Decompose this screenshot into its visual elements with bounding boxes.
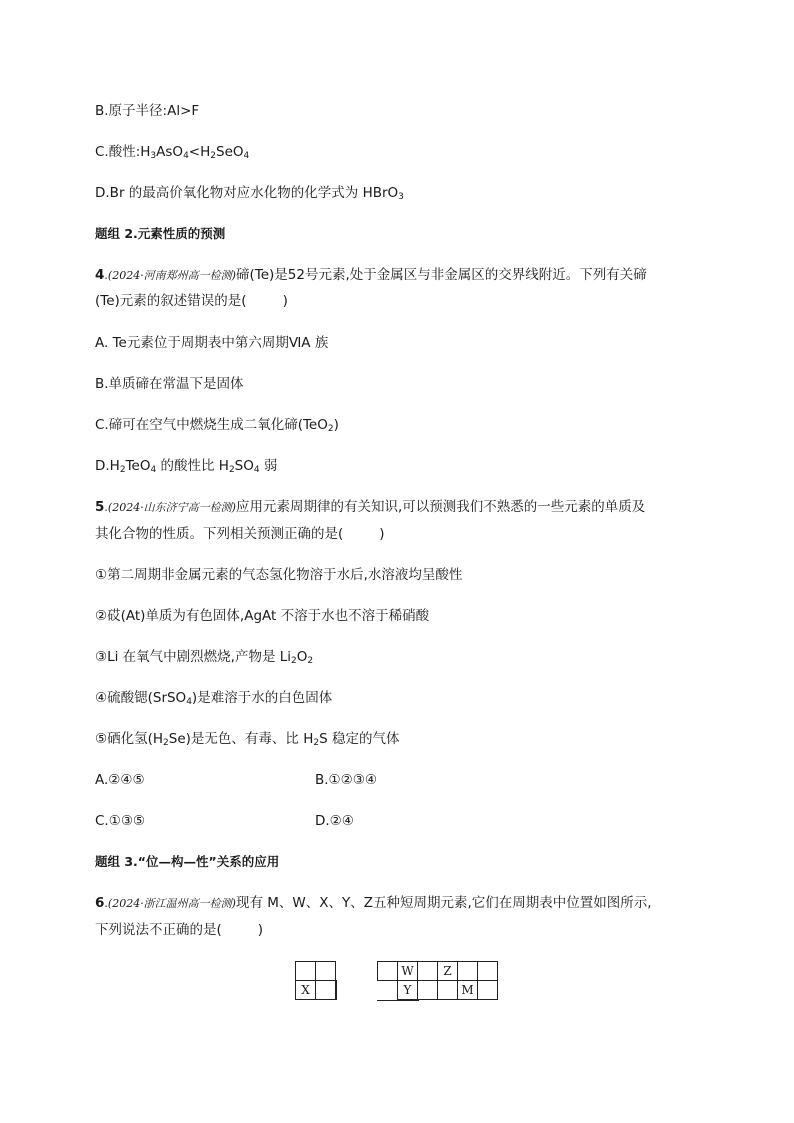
q4-c-sub1: 2	[327, 424, 334, 434]
q4-c-pre: C.碲可在空气中燃烧生成二氧化碲(TeO	[95, 417, 328, 433]
q6-stem-line1	[95, 894, 652, 913]
q4-d-mid1: TeO	[125, 458, 151, 474]
q5-statement-3	[95, 648, 313, 670]
q3-c-mid2: <H	[188, 144, 211, 160]
q5-s1-text: ①第二周期非金属元素的气态氢化物溶于水后,水溶液均呈酸性	[95, 567, 463, 583]
q4-d-mid3: SO	[234, 458, 254, 474]
group2-title-text: 题组 2.元素性质的预测	[95, 226, 226, 241]
q5-number: 5	[95, 499, 105, 515]
q4-stem1: 碲(Te)是52号元素,处于金属区与非金属区的交界线附近。下列有关碲	[235, 267, 647, 283]
q3-c-pre: C.酸性:H	[95, 144, 151, 160]
q5-s2-text: ②砹(At)单质为有色固体,AgAt 不溶于水也不溶于稀硝酸	[95, 608, 430, 624]
q5-options-row2	[95, 812, 495, 830]
q5-statement-2	[95, 607, 429, 625]
table-cell	[295, 961, 316, 981]
q5-s3-pre: ③Li 在氧气中剧烈燃烧,产物是 Li	[95, 649, 292, 665]
q4-d-sub2: 4	[150, 465, 157, 475]
table-cell	[437, 980, 458, 1000]
table-cell-z	[437, 961, 458, 981]
table-divider	[377, 980, 398, 1000]
q3-option-b	[95, 102, 199, 120]
q4-d-sub1: 2	[119, 465, 126, 475]
q3-c-sub2: 4	[183, 151, 189, 161]
table-cell	[377, 961, 398, 981]
q5-s5-sub1: 2	[163, 738, 169, 748]
q5-s5-post: S 稳定的气体	[319, 731, 400, 747]
table-cell	[417, 961, 438, 981]
q3-c-mid3: SeO	[216, 144, 244, 160]
q5-stem-line2	[95, 525, 385, 543]
q5-s3-sub2: 2	[307, 656, 314, 666]
q5-source: .(2024·山东济宁高一检测)	[104, 501, 236, 514]
q5-stem-line1	[95, 498, 645, 517]
q3-d-pre: D.Br 的最高价氧化物对应水化物的化学式为 HBrO	[95, 185, 399, 201]
q6-stem2-end: )	[257, 922, 264, 938]
table-cell	[477, 961, 498, 981]
q3-option-c	[95, 143, 249, 165]
table-cell-m	[457, 980, 478, 1000]
q5-statement-4	[95, 689, 332, 711]
table-cell	[477, 980, 498, 1000]
q4-option-a	[95, 334, 328, 352]
q4-b-text: B.单质碲在常温下是固体	[95, 376, 244, 392]
q5-statement-5	[95, 730, 399, 752]
q5-s4-sub1: 4	[186, 697, 192, 707]
q4-source: .(2024·河南郑州高一检测)	[104, 269, 236, 282]
q5-option-d: D.②④	[315, 813, 354, 829]
q4-d-sub3: 2	[228, 465, 235, 475]
q3-d-sub1: 3	[398, 192, 404, 202]
q6-number: 6	[95, 895, 105, 911]
q4-option-c	[95, 416, 339, 438]
q4-d-pre: D.H	[95, 458, 120, 474]
q4-option-b	[95, 375, 244, 393]
q4-c-post: )	[333, 417, 339, 433]
table-cell-y	[397, 980, 418, 1000]
q5-s4-post: )是难溶于水的白色固体	[191, 690, 333, 706]
q5-s5-pre: ⑤硒化氢(H	[95, 731, 164, 747]
q4-d-post: 弱	[259, 458, 278, 474]
q5-option-c: C.①③⑤	[95, 813, 146, 829]
q6-source: .(2024·浙江温州高一检测)	[104, 897, 236, 910]
table-cell-w	[397, 961, 418, 981]
q6-stem-line2	[95, 921, 263, 939]
q4-stem2: (Te)元素的叙述错误的是(	[95, 293, 247, 309]
q4-stem-line1	[95, 266, 647, 285]
element-w: W	[401, 964, 414, 978]
table-gap-line	[377, 1000, 419, 1001]
q3-c-mid1: AsO	[156, 144, 184, 160]
q3-option-d	[95, 184, 404, 206]
q3-option-b-text: B.原子半径:Al>F	[95, 103, 200, 119]
q4-option-d	[95, 457, 277, 479]
q5-s5-sub2: 2	[313, 738, 320, 748]
q5-stem2-end: )	[379, 526, 385, 542]
q5-stem2: 其化合物的性质。下列相关预测正确的是(	[95, 526, 344, 542]
table-cell	[457, 961, 478, 981]
element-x: X	[301, 983, 310, 997]
table-cell	[417, 980, 438, 1000]
q4-d-sub4: 4	[253, 465, 260, 475]
q3-c-sub4: 4	[243, 151, 250, 161]
q5-s4-pre: ④硫酸锶(SrSO	[95, 690, 187, 706]
q4-a-text: A. Te元素位于周期表中第六周期ⅥA 族	[95, 335, 329, 351]
q4-stem2-end: )	[282, 293, 288, 309]
q4-d-mid2: 的酸性比 H	[156, 458, 229, 474]
q5-s5-mid1: Se)是无色、有毒、比 H	[168, 731, 314, 747]
q5-option-b: B.①②③④	[315, 772, 377, 788]
q5-s3-mid1: O	[296, 649, 308, 665]
q5-stem1: 应用元素周期律的有关知识,可以预测我们不熟悉的一些元素的单质及	[235, 499, 646, 515]
element-z: Z	[443, 964, 452, 978]
q6-stem1: 现有 M、W、X、Y、Z五种短周期元素,它们在周期表中位置如图所示,	[235, 895, 652, 911]
element-y: Y	[403, 983, 412, 997]
element-m: M	[461, 983, 474, 997]
q5-s3-sub1: 2	[291, 656, 297, 666]
q6-stem2: 下列说法不正确的是(	[95, 922, 222, 938]
group3-title-text: 题组 3.“位—构—性”关系的应用	[95, 854, 280, 869]
table-divider	[335, 980, 337, 1000]
q4-number: 4	[95, 267, 105, 283]
q5-option-a: A.②④⑤	[95, 772, 145, 788]
q5-statement-1	[95, 566, 462, 584]
group2-title	[95, 225, 225, 243]
q5-options-row1	[95, 771, 495, 789]
periodic-table-fragment	[295, 961, 501, 1001]
table-cell	[315, 980, 336, 1000]
q4-stem-line2	[95, 292, 288, 310]
q3-c-sub3: 2	[210, 151, 216, 161]
q3-c-sub1: 3	[150, 151, 157, 161]
group3-title	[95, 853, 279, 871]
table-cell	[315, 961, 336, 981]
table-cell-x	[295, 980, 316, 1000]
